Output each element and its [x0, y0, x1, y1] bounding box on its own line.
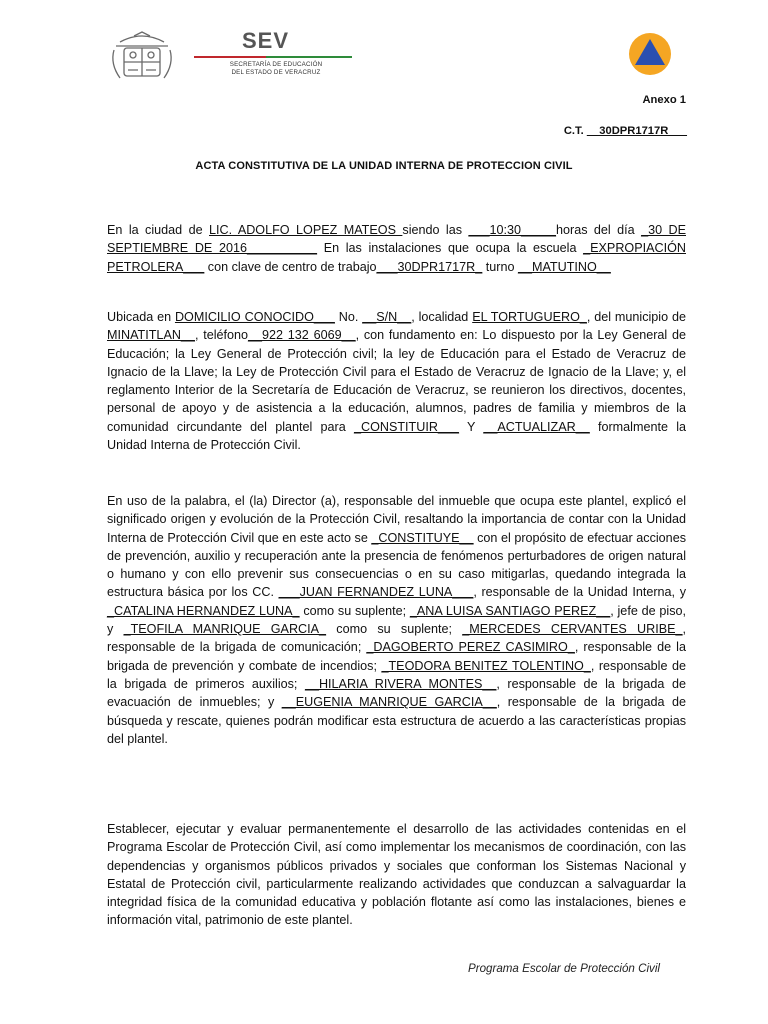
text-run: como su suplente; [299, 603, 410, 618]
filled-field: ___JUAN FERNANDEZ LUNA___ [278, 585, 474, 600]
text-run: , responsable de la brigada de primeros auxilios; [107, 658, 686, 691]
filled-field: __922 132 6069__ [248, 328, 356, 343]
text-run: En la ciudad de [107, 223, 209, 237]
ct-line [564, 125, 687, 137]
text-run: horas del día [556, 223, 642, 237]
paragraph-objectives: Establecer, ejecutar y evaluar permanentemente el desarrollo de las actividades contenidas en el Programa Escolar de Protección Civil, así como implementar los mecanismos de coordinación, con las dependencias y organismos públicos privados y sociales que conforman los Sistemas Nacional y Estatal de Protección civil, particularmente realizando actividades que conduzcan a salvaguardar la integridad física de la comunidad educativa y población flotante así como las instalaciones, bienes e información vital, patrimonio de este plantel. [107, 822, 686, 928]
filled-field: _ANA LUISA SANTIAGO PEREZ__ [409, 603, 611, 618]
text-run: turno [482, 259, 518, 274]
text-run: Y [458, 419, 484, 434]
text-run: formalmente la Unidad Interna de Protección Civil. [107, 419, 686, 453]
paragraph-address [107, 308, 686, 454]
filled-field: _30 DE SEPTIEMBRE DE 2016__________ [107, 223, 686, 256]
sev-subtitle-line1: SECRETARÍA DE EDUCACIÓN [229, 61, 323, 68]
filled-field: LIC. ADOLFO LOPEZ MATEOS [209, 223, 403, 237]
sev-title: SEV [242, 28, 290, 53]
filled-field: __MATUTINO__ [517, 259, 611, 274]
text-run: , responsable de la brigada de evacuación de inmuebles; y [107, 676, 686, 710]
text-run: , responsable de la brigada de búsqueda y rescate, quienes podrán modificar esta estructura de acuerdo a las características propias del plantel. [107, 695, 686, 746]
text-run: En las instalaciones que ocupa la escuela [317, 241, 584, 256]
text-run: , responsable de la brigada de prevención y combate de incendios; [107, 640, 686, 673]
text-run: con clave de centro de trabajo [204, 259, 377, 274]
ct-value: __30DPR1717R___ [586, 125, 687, 137]
text-run: En uso de la palabra, el (la) Director (a), responsable del inmueble que ocupa este plantel, explicó el significado origen y evolución de la Protección Civil, resaltando la importancia de contar con la Unidad Interna de Protección Civil que en este acto se [107, 494, 686, 545]
text-run: siendo las [402, 223, 469, 237]
filled-field: __ACTUALIZAR__ [483, 419, 590, 434]
filled-field: _MERCEDES CERVANTES URIBE_ [462, 622, 683, 637]
sev-red-line [194, 56, 266, 58]
text-run: , con fundamento en: Lo dispuesto por la Ley General de Educación; la Ley General de Protección civil; la ley de Educación para el Estado de Veracruz de Ignacio de la Llave; la Ley de Protección Civil para el Estado de Veracruz de Ignacio de la Llave; y, el reglamento Interior de la Secretaría de Educación de Veracruz, se reunieron los directivos, docentes, personal de apoyo y de asistencia a la educación, alumnos, padres de familia y miembros de la comunidad circundante del plantel para [107, 328, 686, 434]
sev-logo [190, 28, 360, 84]
filled-field: _TEOFILA MANRIQUE GARCIA_ [123, 622, 327, 637]
text-run: , teléfono [194, 328, 249, 343]
filled-field: __HILARIA RIVERA MONTES__ [304, 676, 497, 691]
filled-field: ___10:30_____ [468, 223, 556, 237]
filled-field: _TEODORA BENITEZ TOLENTINO_ [381, 658, 591, 673]
annex-label: Anexo 1 [642, 94, 686, 106]
text-run: como su suplente; [326, 622, 463, 637]
text-run: , del municipio de [586, 310, 686, 324]
sev-green-line [266, 56, 352, 58]
document-title: ACTA CONSTITUTIVA DE LA UNIDAD INTERNA DE PROTECCION CIVIL [195, 160, 573, 172]
text-run: , responsable de la brigada de comunicación; [107, 622, 687, 655]
filled-field: MINATITLAN__ [107, 328, 195, 343]
paragraph-location [107, 221, 686, 276]
text-run: , responsable de la Unidad Interna, y [473, 585, 686, 600]
filled-field: ___30DPR1717R_ [376, 259, 483, 274]
filled-field: _CATALINA HERNANDEZ LUNA_ [107, 603, 300, 618]
sev-subtitle-line2: DEL ESTADO DE VERACRUZ [231, 69, 321, 76]
proteccion-civil-logo [626, 30, 674, 78]
text-run: Ubicada en [107, 310, 175, 324]
text-run: con el propósito de efectuar acciones de prevención, auxilio y recuperación ante la presencia de fenómenos perturbadores de origen natural o humano y con ello prevenir sus consecuencias o en su caso mitigarlas, quedando integrada la estructura básica por los CC. [107, 530, 686, 600]
filled-field: _CONSTITUYE__ [371, 530, 474, 545]
paragraph-structure [107, 492, 686, 748]
text-run: , localidad [411, 310, 473, 324]
text-run: No. [334, 310, 363, 324]
ct-label: C.T. [563, 125, 584, 137]
filled-field: _EXPROPIACIÓN PETROLERA___ [107, 241, 686, 274]
filled-field: DOMICILIO CONOCIDO___ [174, 310, 335, 324]
footer-program-name: Programa Escolar de Protección Civil [467, 962, 660, 975]
filled-field: __S/N__ [362, 310, 412, 324]
filled-field: _CONSTITUIR___ [353, 419, 459, 434]
filled-field: EL TORTUGUERO_ [472, 310, 587, 324]
filled-field: __EUGENIA MANRIQUE GARCIA__ [281, 695, 497, 710]
veracruz-seal-logo [106, 28, 178, 84]
text-run: , jefe de piso, y [107, 603, 686, 637]
filled-field: _DAGOBERTO PEREZ CASIMIRO_ [366, 640, 575, 655]
